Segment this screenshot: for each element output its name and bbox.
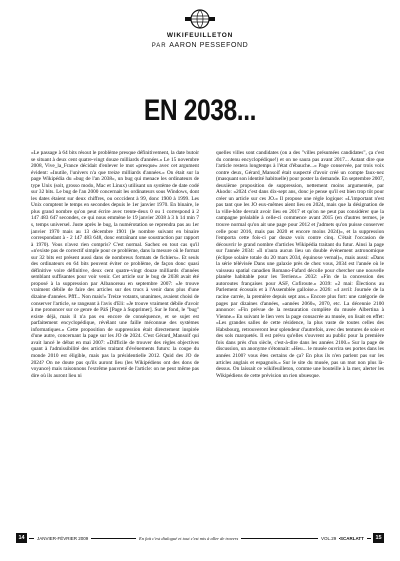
column-right-text: quelles villes sont candidates (on a des "villes présumées candidates", ça c'est du contenu encyclopédique!) et on ne saura pas avant 2017... Autant dire que l'article restera longtemps à l'état d'ébauche...» Page conservée, par trois voix contre deux, Gérard_Mansoif était suspecté d'avoir créé un compte faux-nez (masquant son identité habituelle) pour poster la demande. En septembre 2007, deuxième proposition de suppression, nettement moins argumentée, par Akodo: «2024 c'est dans dix-sept ans, donc je pense qu'il est bien trop tôt pour créer un article sur ces JO.» Il propose une règle logique: «L'important n'est pas tant que les JO eux-mêmes aient lieu en 2024, mais que la désignation de la ville-hôte devrait avoir lieu en 2017 et qu'on ne peut pas considérer que la campagne préalable à celle-ci commence avant 2015 (en d'autres termes, je trouve normal qu'on ait une page pour 2012 et j'admets qu'on puisse conserver celle pour 2016, mais pas 2020 et encore moins 2024)», et la suppression l'emporta cette fois-ci par douze voix contre cinq. C'était l'occasion de découvrir le grand nombre d'articles Wikipédia traitant du futur. Ainsi la page sur l'année 2034: «Il n'aura aucun lieu un double événement astronomique (éclipse solaire totale du 20 mars 2034, équinoxe vernal)», mais aussi: «Dans la série télévisée Dans une galaxie près de chez vous, 2034 est l'année où le vaisseau spatial canadien Romano-Fafard décolle pour chercher une nouvelle planète habitable pour les Terriens.» 2032: «Fin de la concession des autoroutes françaises pour ASF, Cofiroute.» 2039: «2 mai: Élections au Parlement écossais et à l'Assemblée galloise.» 2026: «4 avril: Journée de la racine carrée, la première depuis sept ans.» Encore plus fort: une catégorie de pages par dizaines d'années, «années 2060», 2070, etc. La décennie 2100 annonce: «Fin prévue de la restauration complète du musée Albertina à Vienne.» En suivant le lien vers la page consacrée au musée, on lisait en effet: «Les grandes salles de cette résidence, la plus vaste de toutes celles des Habsbourg, retrouveront leur splendeur d'autrefois, avec des tentures de soie et des sols marquetés. Il est prévu qu'elles s'ouvrent au public pour la première fois dans près d'un siècle, c'est-à-dire dans les années 2100.» Sur la page de discussion, un anonyme s'étonnait: «Heu... le musée ouvrira ses portes dans les années 2100? vous êtes certains de ça? En plus ils n'en parlent pas sur les articles anglais et espagnols.» Sur le site du musée, pas un mot non plus là-dessus. On laissait ce wikifeuilleton, comme une bouteille à la mer, alerter les Wikipédiens de cette prévision un rien ubuesque. [216, 150, 384, 379]
byline [0, 42, 400, 49]
article-column-left [31, 150, 199, 520]
page-number-right: 15 [373, 533, 384, 543]
author-name: AARON PESSEFOND [169, 42, 249, 49]
page-footer [16, 533, 384, 543]
footer-date: JANVIER-FÉVRIER 2009 [34, 536, 91, 541]
wikifeuilleton-logo-icon [183, 8, 217, 30]
footer-quote: En fait c'est dialogué et tout c'est mis à aller de travers [136, 536, 241, 541]
column-left-text: «Le passage à 64 bits résout le problème presque définitivement, la date butoir se situant à deux cent quatre-vingt douze milliards d'années.» Le 15 novembre 2008, Vive_la_France décidait d'enlever le mot «presque» avec cet argument évident: «Inutile, l'univers n'a que treize milliards d'années.» On était sur la page Wikipédia du «bug de l'an 2038», un bug qui menace les ordinateurs de type Unix (soit, grosso modo, Mac et Linux) utilisant un système de date codé sur 32 bits. Le bug de l'an 2000 concernait les ordinateurs sous Windows, dont les dates étaient sur deux chiffres, ou occcident à 99, donc 1900 à 1999. Les Unix comptent le temps en secondes depuis le 1er janvier 1970. En binaire, le plus grand nombre qu'on peut écrire avec trente-deux 0 ou 1 correspond à 2 147 483 647 secondes, ce qui nous emmène le 19 janvier 2038 à 3 h 14 min 7 s, temps universel. Juste après le bug, la numérotation se reprendra pas au 1er janvier 1970 mais au 13 décembre 1901 (le nombre suivant en binaire correspondant à - 2 147 483 648, donc entraînant une soustraction par rapport à 1970). Vous n'avez rien compris? C'est normal. Sachez en tout cas qu'il «n'existe pas de correctif simple pour ce problème, dans la mesure où le format sur 32 bits est présent aussi dans de nombreux formats de fichiers». Et seuls des ordinateurs en 64 bits peuvent éviter ce problème, de façon donc quasi définitive voire définitive, deux cent quatre-vingt douze milliards d'années semblant suffisantes pour voir venir. Cet article sur le bug de 2038 avait été proposé à la suppression par Albanoreau en septembre 2007: «Je trouve vraiment débile de faire des articles sur des trucs à venir dans plus d'une dizaine d'années. Pfff... Non mais!» Treize votants, unanimes, avaient choisi de conserver l'article, se rangeant à l'avis d'Eli: «Je trouve vraiment débile d'avoir à me prononcer sur ce genre de PàS [Page à Supprimer]. Sur le fond, le "bug" existe déjà, mais il n'a pas eu encore de conséquence, et se sujet est parfaitement encyclopédique, révélant une faille méconnue des systèmes informatiques.» Cette proposition de suppression était directement inspirée d'une autre, concernant la page sur les JO de 2024. C'est Gérard_Mansoif qui avait lancé le débat en mai 2007: «Difficile de trouver des règles objectives quant à l'admissibilité des articles traitant d'événements futurs: la coupe du monde 2010 est éligible, mais pas la présidentielle 2012. Quid des JO de 2024? On ne doute pas qu'ils auront lieu (les Wikipédiens ont des dons de voyance) mais raisonnons l'extrême pauvreté de l'article: on ne peut même pas dire où ils auront lieu ni [31, 150, 199, 379]
footer-volume: VOL.29 [318, 536, 339, 541]
page-header [0, 8, 400, 49]
page-number-left: 14 [16, 533, 27, 543]
article-title: EN 2038... [143, 94, 257, 127]
byline-prefix: PAR [151, 43, 167, 49]
section-brand: WIKIFEUILLETON [166, 32, 234, 39]
article-column-right [216, 150, 384, 520]
footer-publication: SCARLATT [340, 536, 367, 541]
